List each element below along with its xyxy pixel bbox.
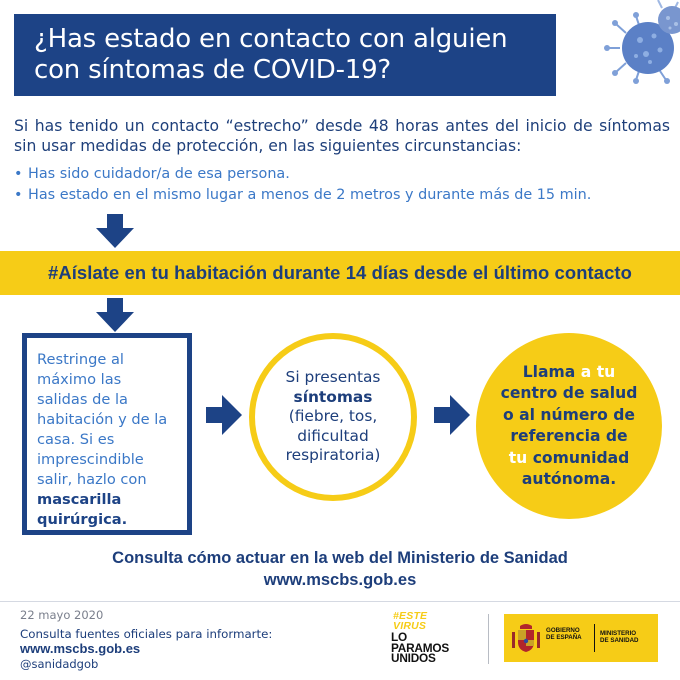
campaign-hashtag	[393, 611, 427, 631]
consult-message	[0, 547, 680, 591]
arrow-down-icon	[96, 298, 134, 332]
twitter-handle[interactable]: @sanidadgob	[20, 657, 99, 671]
list-item-text: Has estado en el mismo lugar a menos de 2 metros y durante más de 15 min.	[28, 187, 592, 203]
step1-emphasis: mascarilla	[37, 491, 122, 508]
bullet-glyph: •	[14, 187, 23, 203]
step3-line: o al número de	[502, 405, 636, 424]
list-item	[14, 185, 670, 206]
publish-date: 22 mayo 2020	[20, 608, 104, 622]
step1-line: salidas de la	[37, 391, 128, 408]
step1-line: habitación y de la	[37, 411, 168, 428]
bullet-glyph: •	[14, 166, 23, 182]
consult-link[interactable]: www.mscbs.gob.es	[263, 571, 417, 589]
step1-line: Restringe al	[37, 351, 124, 368]
step3-text: comunidad	[532, 448, 630, 467]
arrow-right-icon	[206, 395, 242, 435]
campaign-slogan	[391, 632, 449, 664]
step3-line	[523, 362, 616, 384]
list-item	[14, 164, 670, 185]
coat-of-arms-icon	[510, 622, 542, 654]
title-line-2: con síntomas de COVID-19?	[34, 55, 392, 85]
circumstances-list	[14, 164, 670, 206]
step-symptoms-circle	[249, 333, 417, 501]
coronavirus-illustration	[550, 0, 680, 100]
gov-line: GOBIERNO	[546, 627, 580, 634]
step2-line: (fiebre, tos,	[288, 407, 378, 426]
intro-paragraph: Si has tenido un contacto “estrecho” desde 48 horas antes del inicio de síntomas sin usar medidas de protección, en las siguientes circunstancias:	[14, 117, 670, 155]
step3-line: centro de salud	[500, 384, 638, 402]
gov-line: DE ESPAÑA	[546, 634, 582, 641]
ministry-line: DE SANIDAD	[600, 637, 639, 644]
campaign-line: LO	[391, 630, 407, 644]
campaign-line: VIRUS	[393, 620, 427, 632]
footer-separator	[488, 614, 489, 664]
government-text	[546, 627, 582, 641]
title-banner	[14, 14, 556, 96]
step3-highlight: tu	[508, 448, 528, 467]
step1-line: máximo las	[37, 371, 122, 388]
arrow-down-icon	[96, 214, 134, 248]
isolation-banner-text: #Aíslate en tu habitación durante 14 días desde el último contacto	[48, 262, 632, 283]
ministry-text	[600, 630, 639, 644]
step1-line: salir, hazlo con	[37, 471, 147, 488]
campaign-line: PARAMOS	[391, 640, 450, 655]
government-logo	[504, 614, 658, 662]
step3-line: referencia de	[510, 427, 628, 445]
step1-line: casa. Si es	[37, 431, 115, 448]
step3-text: Llama	[522, 362, 576, 381]
arrow-right-icon	[434, 395, 470, 435]
step2-emphasis: síntomas	[293, 387, 373, 406]
step2-line: dificultad	[297, 426, 369, 445]
step2-line: respiratoria)	[285, 446, 381, 465]
campaign-line: #ESTE	[393, 610, 428, 622]
list-item-text: Has sido cuidador/a de esa persona.	[28, 166, 290, 182]
step3-highlight: a tu	[580, 362, 616, 381]
step1-line: imprescindible	[37, 451, 144, 468]
sources-text: Consulta fuentes oficiales para informarte:	[20, 627, 273, 641]
footer-divider	[0, 601, 680, 602]
isolation-banner	[0, 251, 680, 295]
step-call-circle	[476, 333, 662, 519]
page-title	[34, 24, 540, 86]
step-restrict-box	[22, 333, 192, 535]
step1-emphasis: quirúrgica.	[37, 511, 128, 528]
campaign-line: UNIDOS	[391, 651, 436, 665]
consult-line: Consulta cómo actuar en la web del Ministerio de Sanidad	[112, 549, 568, 567]
logo-separator	[594, 624, 595, 652]
footer-web-link[interactable]: www.mscbs.gob.es	[20, 641, 141, 656]
ministry-line: MINISTERIO	[600, 630, 637, 637]
title-line-1: ¿Has estado en contacto con alguien	[34, 24, 508, 54]
step3-line: autónoma.	[521, 470, 617, 488]
step3-line	[509, 448, 630, 470]
step2-line: Si presentas	[285, 368, 381, 387]
